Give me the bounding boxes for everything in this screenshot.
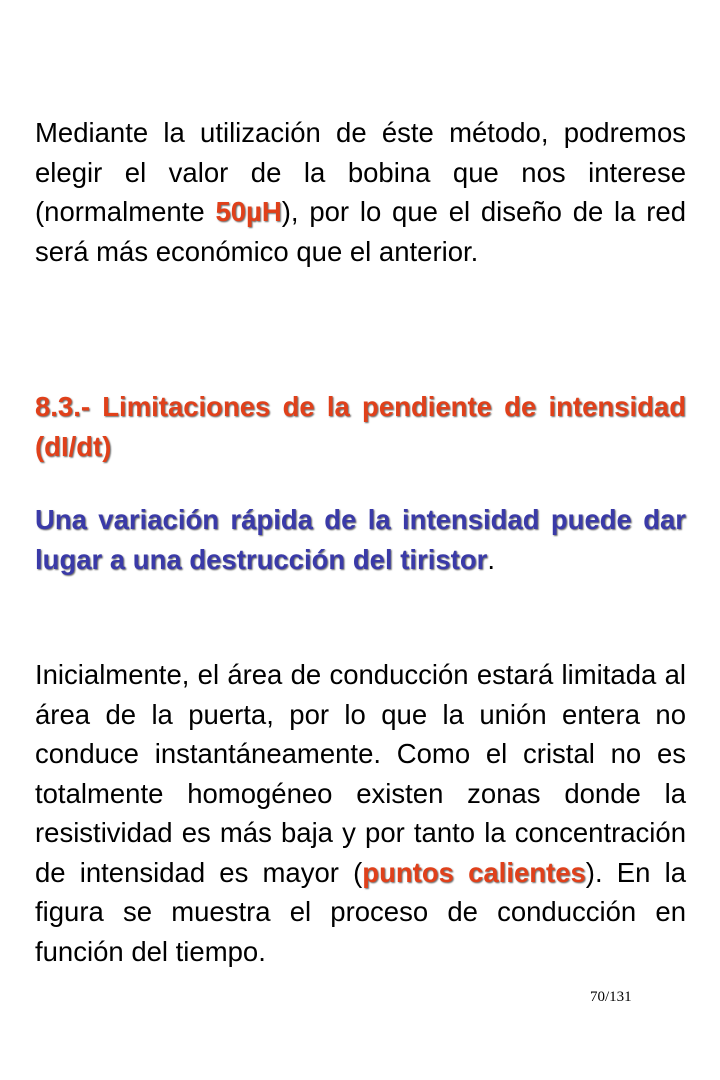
- paragraph-text: Inicialmente, el área de conducción estará limitada al área de la puerta, por lo que la unión entera no conduce instantáneamente. Como el cristal no es totalmente homogéneo existen zonas donde la resistividad es más baja y por tanto la concentración de intensidad es mayor (: [35, 659, 686, 888]
- paragraph-text: ), por lo que el diseño de la red será más económico que el anterior.: [35, 196, 686, 267]
- paragraph-text: Mediante la utilización de éste método, podremos elegir el valor de la bobina que nos interese (normalmente: [35, 117, 686, 227]
- warning-highlight-text: Una variación rápida de la intensidad puede dar lugar a una destrucción del tiristor: [35, 504, 686, 575]
- section-heading: 8.3.- Limitaciones de la pendiente de intensidad (dI/dt): [35, 391, 686, 462]
- hot-spots-highlight: puntos calientes: [362, 856, 586, 888]
- paragraph-text: .: [487, 543, 495, 575]
- paragraph-conduction: [35, 655, 686, 971]
- paragraph-text: ). En la figura se muestra el proceso de conducción en función del tiempo.: [35, 856, 686, 967]
- inductance-value-highlight: 50µH: [215, 196, 282, 227]
- page-number: 70/131: [590, 989, 632, 1005]
- paragraph-bobina-method: [35, 113, 686, 271]
- paragraph-warning: [35, 500, 686, 579]
